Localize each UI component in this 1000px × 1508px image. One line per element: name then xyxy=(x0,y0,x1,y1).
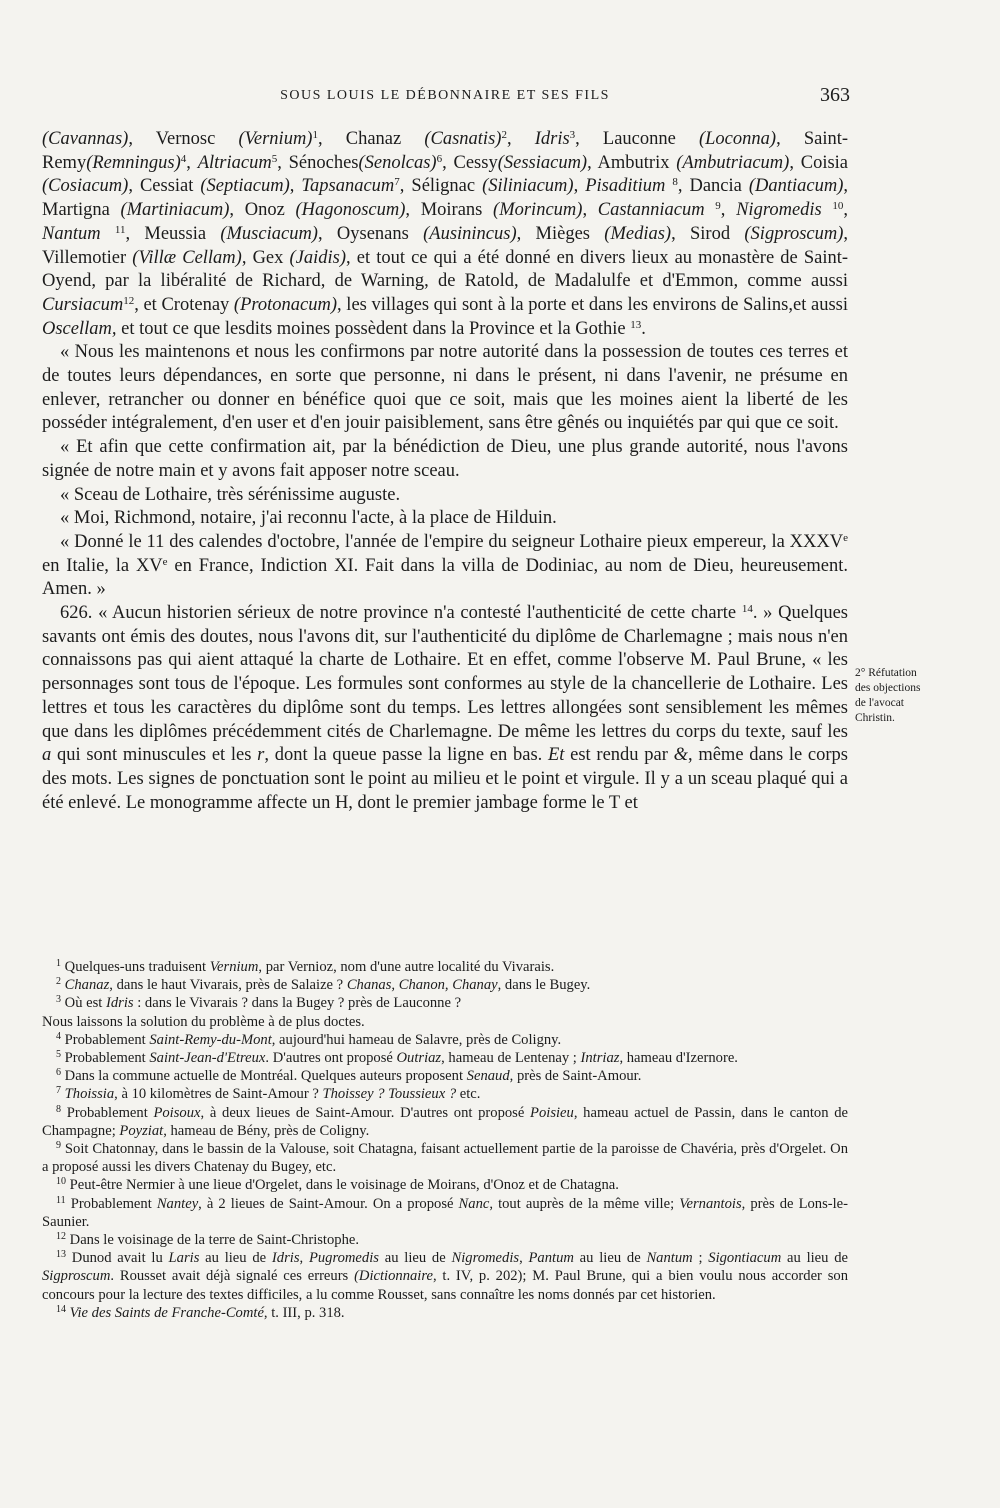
margin-note: 2° Réfutation des objections de l'avocat Christin. xyxy=(855,667,921,724)
footnote-6: $^6$ Dans la commune actuelle de Montréal. Quelques auteurs proposent Senaud, près de Saint-Amour. xyxy=(56,1067,642,1085)
paragraph-place-list: (Cavannas), Vernosc (Vernium)$^1$, Chanaz (Casnatis)$^2$, Idris$^3$, Lauconne (Loconna), Saint-Remy(Remningus)$^4$, Altriacum$^5$, Sénoches(Senolcas)$^6$, Cessy(Sessiacum), Ambutrix (Ambutriacum), Coisia (Cosiacum), Cessiat (Septiacum), Tapsanacum$^7$, Sélignac (Siliniacum), Pisaditium $^8$, Dancia (Dantiacum), Martigna (Martiniacum), Onoz (Hagonoscum), Moirans (Morincum), Castanniacum $^9$, Nigromedis $^{10}$, Nantum $^{11}$, Meussia (Musciacum), Oysenans (Ausinincus), Mièges (Medias), Sirod (Sigproscum), Villemotier (Villæ Cellam), Gex (Jaidis), et tout ce qui a été donné en divers lieux au monastère de Saint-Oyend, par la libéralité de Richard, de Warning, de Ratold, de Madalulfe et d'Emmon, comme aussi Cursiacum$^{12}$, et Crotenay (Protonacum), les villages qui sont à la porte et dans les environs de Salins,et aussi Oscellam, et tout ce que lesdits moines possèdent dans la Province et la Gothie $^{13}$. xyxy=(42,129,849,339)
footnote-12: $^{12}$ Dans le voisinage de la terre de Saint-Christophe. xyxy=(56,1231,360,1249)
paragraph-seal: « Sceau de Lothaire, très sérénissime auguste. xyxy=(60,484,401,505)
paragraph-date: « Donné le 11 des calendes d'octobre, l'année de l'empire du seigneur Lothaire pieux empereur, la XXXVe en Italie, la XVe en France, Indiction XI. Fait dans la villa de Dodiniac, au nom de Dieu, heureusement. Amen. » xyxy=(42,531,848,600)
footnote-11: $^{11}$ Probablement Nantey, à 2 lieues de Saint-Amour. On a proposé Nanc, tout auprès de la même ville; Vernantois, près de Lons-le-Saunier. xyxy=(42,1194,849,1230)
footnote-10: $^{10}$ Peut-être Nermier à une lieue d'Orgelet, dans le voisinage de Moirans, d'Onoz et de Chatagna. xyxy=(56,1176,619,1194)
footnote-5: $^5$ Probablement Saint-Jean-d'Etreux. D'autres ont proposé Outriaz, hameau de Lentenay ; Intriaz, hameau d'Izernore. xyxy=(56,1049,738,1067)
paragraph-notary: « Moi, Richmond, notaire, j'ai reconnu l'acte, à la place de Hilduin. xyxy=(60,508,557,529)
paragraph-maintenance: « Nous les maintenons et nous les confirmons par notre autorité dans la possession de toutes ces terres et de toutes leurs dépendances, en sorte que personne, ni dans le présent, ni dans l'avenir, ne présume en enlever, retrancher ou donner en bénéfice quoi que ce soit, mais que les moines aient la liberté de les posséder intégralement, d'en user et d'en jouir paisiblement, sans être gênés ou inquiétés par qui que ce soit. xyxy=(42,342,848,434)
footnote-3: $^3$ Où est Idris : dans le Vivarais ? dans la Bugey ? près de Lauconne ? xyxy=(56,994,462,1012)
footnote-3-continued: Nous laissons la solution du problème à de plus doctes. xyxy=(42,1013,365,1030)
page-number: 363 xyxy=(820,84,850,106)
paragraph-626: 626. « Aucun historien sérieux de notre province n'a contesté l'authenticité de cette charte $^{14}$. » Quelques savants ont émis des doutes, nous l'avons dit, sur l'authenticité du diplôme de Charlemagne ; mais nous n'en connaissons pas qui aient attaqué la charte de Lothaire. Et en effet, comme l'observe M. Paul Brune, « les personnages sont tous de l'époque. Les formules sont conformes au style de la chancellerie de Lothaire. Les lettres et tous les caractères du diplôme sont du temps. Les lettres allongées sont sensiblement les mêmes que dans les diplômes précédemment cités de Charlemagne. De même les lettres du corps du texte, sauf les a qui sont minuscules et les r, dont la queue passe la ligne en bas. Et est rendu par &, même dans le corps des mots. Les signes de ponctuation sont le point au milieu et le point et virgule. Il y a un sceau plaqué qui a été enlevé. Le monogramme affecte un H, dont le premier jambage forme le T et xyxy=(42,603,848,813)
footnote-14: $^{14}$ Vie des Saints de Franche-Comté, t. III, p. 318. xyxy=(56,1303,345,1321)
page-header xyxy=(40,84,850,108)
footnote-9: $^9$ Soit Chatonnay, dans le bassin de la Valouse, soit Chatagna, faisant actuellement partie de la paroisse de Chavéria, près d'Orgelet. On a proposé aussi les divers Chatenay du Bugey, etc. xyxy=(42,1140,848,1176)
footnote-4: $^4$ Probablement Saint-Remy-du-Mont, aujourd'hui hameau de Salavre, près de Coligny. xyxy=(56,1030,562,1048)
body-text xyxy=(42,128,848,815)
footnote-13: $^{13}$ Dunod avait lu Laris au lieu de Idris, Pugromedis au lieu de Nigromedis, Pantum au lieu de Nantum ; Sigontiacum au lieu de Sigproscum. Rousset avait déjà signalé ces erreurs (Dictionnaire, t. IV, p. 202); M. Paul Brune, qui a bien voulu nous accorder son concours pour la lecture des textes difficiles, a lu comme Rousset, sans connaître les noms donnés par cet historien. xyxy=(42,1249,849,1303)
footnotes xyxy=(42,958,848,1322)
paragraph-confirmation: « Et afin que cette confirmation ait, par la bénédiction de Dieu, une plus grande autorité, nous l'avons signée de notre main et y avons fait apposer notre sceau. xyxy=(42,437,848,481)
footnote-2: $^2$ Chanaz, dans le haut Vivarais, près de Salaize ? Chanas, Chanon, Chanay, dans le Bugey. xyxy=(56,976,591,994)
footnote-7: $^7$ Thoissia, à 10 kilomètres de Saint-Amour ? Thoissey ? Toussieux ? etc. xyxy=(56,1085,481,1103)
running-title: SOUS LOUIS LE DÉBONNAIRE ET SES FILS xyxy=(280,88,610,103)
footnote-1: $^1$ Quelques-uns traduisent Vernium, par Vernioz, nom d'une autre localité du Vivarais. xyxy=(56,958,555,975)
footnote-8: $^8$ Probablement Poisoux, à deux lieues de Saint-Amour. D'autres ont proposé Poisieu, hameau actuel de Passin, dans le canton de Champagne; Poyziat, hameau de Bény, près de Coligny. xyxy=(42,1103,848,1139)
